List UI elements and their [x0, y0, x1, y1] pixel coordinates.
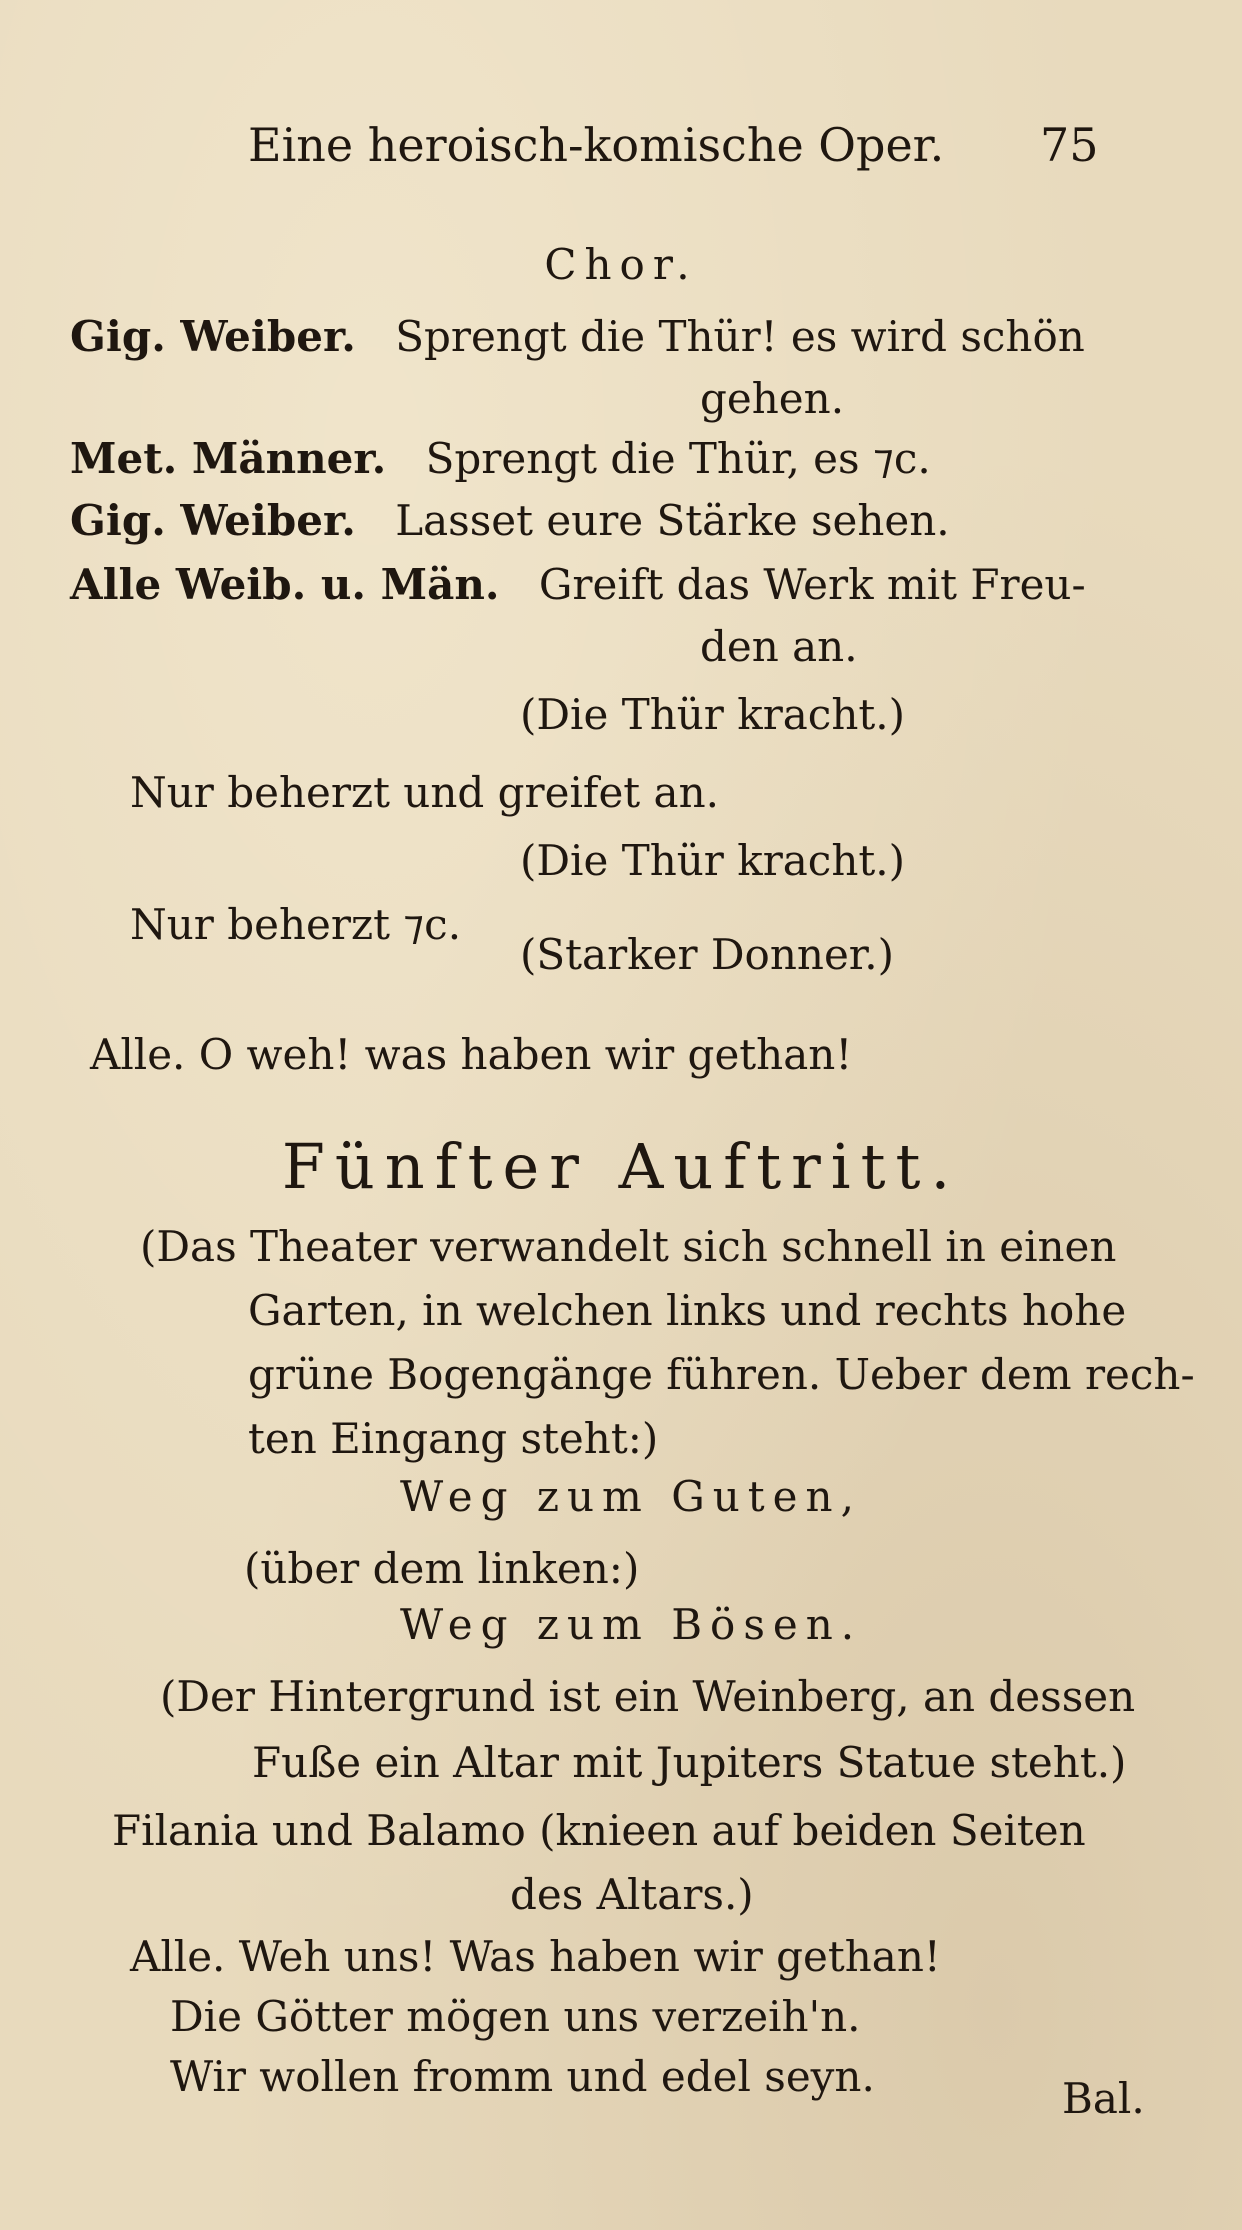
filania-line: des Altars.)	[510, 1870, 754, 1919]
scene-description-line: grüne Bogengänge führen. Ueber dem rech-	[248, 1350, 1195, 1399]
speaker: Met. Männer.	[70, 434, 387, 483]
chorus-heading: Chor.	[544, 240, 698, 289]
verse-line: Alle. Weh uns! Was haben wir gethan!	[130, 1932, 941, 1981]
speaker-line	[70, 496, 950, 545]
line-continuation: gehen.	[700, 374, 845, 423]
speaker: Gig. Weiber.	[70, 496, 356, 545]
speaker-line	[70, 434, 931, 483]
scene-description-line: ten Eingang steht:)	[248, 1414, 659, 1463]
verse-line: Wir wollen fromm und edel seyn.	[170, 2052, 875, 2101]
stage-direction: (Starker Donner.)	[520, 930, 895, 979]
line-text: Greift das Werk mit Freu-	[538, 560, 1086, 609]
scene-description-line: Garten, in welchen links und rechts hohe	[248, 1286, 1127, 1335]
verse-line: Alle. O weh! was haben wir gethan!	[90, 1030, 853, 1079]
verse-line: Nur beherzt und greifet an.	[130, 768, 719, 817]
stage-direction: (Die Thür kracht.)	[520, 836, 905, 885]
stage-direction: (über dem linken:)	[244, 1544, 640, 1593]
speaker: Gig. Weiber.	[70, 312, 356, 361]
line-continuation: den an.	[700, 622, 858, 671]
scene-description-line: (Das Theater verwandelt sich schnell in einen	[140, 1222, 1117, 1271]
catchword: Bal.	[1062, 2074, 1145, 2123]
line-text: Sprengt die Thür! es wird schön	[395, 312, 1085, 361]
verse-line: Die Götter mögen uns verzeih'n.	[170, 1992, 861, 2041]
speaker-line	[70, 560, 1086, 609]
scene-title: Fünfter Auftritt.	[281, 1130, 961, 1203]
line-text: Lasset eure Stärke sehen.	[395, 496, 950, 545]
stage-direction: (Die Thür kracht.)	[520, 690, 905, 739]
sign-evil-path: Weg zum Bösen.	[400, 1600, 863, 1649]
filania-line: Filania und Balamo (knieen auf beiden Seiten	[112, 1806, 1086, 1855]
background-description-line: Fuße ein Altar mit Jupiters Statue steht.)	[252, 1738, 1127, 1787]
sign-good-path: Weg zum Guten,	[400, 1472, 862, 1521]
page-number: 75	[1040, 118, 1099, 172]
speaker-line	[70, 312, 1085, 361]
verse-line: Nur beherzt ⁊c.	[130, 900, 462, 949]
running-title: Eine heroisch-komische Oper.	[248, 118, 945, 172]
line-text: Sprengt die Thür, es ⁊c.	[425, 434, 931, 483]
speaker: Alle Weib. u. Män.	[70, 560, 500, 609]
background-description-line: (Der Hintergrund ist ein Weinberg, an dessen	[160, 1672, 1136, 1721]
